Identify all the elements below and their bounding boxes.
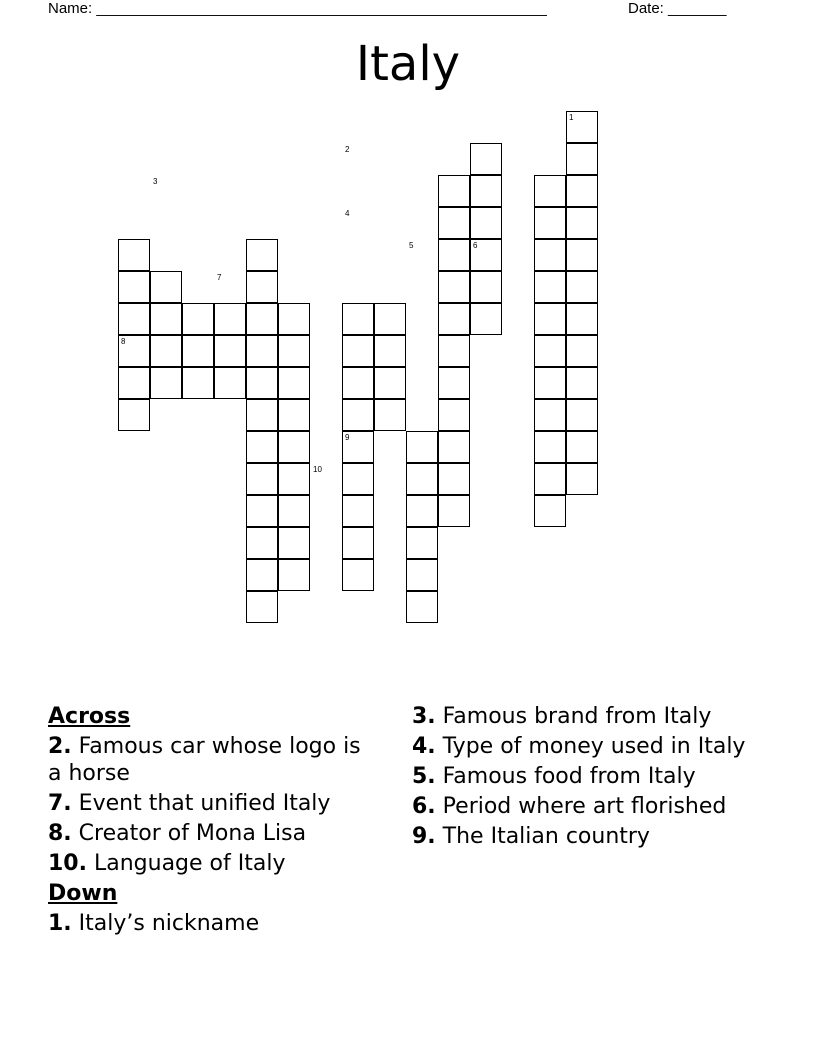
grid-cell[interactable] (182, 303, 214, 335)
down-clue (48, 910, 378, 937)
across-heading: Across (48, 704, 131, 729)
grid-cell[interactable] (342, 559, 374, 591)
grid-cell[interactable] (470, 143, 502, 175)
grid-cell[interactable] (246, 303, 278, 335)
grid-cell[interactable] (278, 335, 310, 367)
down-clue (412, 763, 752, 790)
down-clue (412, 793, 752, 820)
grid-cell[interactable] (214, 303, 246, 335)
clue-number-label: 7 (217, 273, 222, 282)
grid-cell[interactable] (438, 495, 470, 527)
grid-cell[interactable] (566, 399, 598, 431)
clue-number: 3. (412, 704, 436, 729)
clue-text: Type of money used in Italy (442, 734, 746, 759)
grid-cell[interactable] (566, 175, 598, 207)
grid-cell[interactable] (534, 239, 566, 271)
grid-cell[interactable] (246, 527, 278, 559)
grid-cell[interactable] (214, 335, 246, 367)
grid-cell[interactable] (150, 335, 182, 367)
grid-cell[interactable] (406, 527, 438, 559)
down-heading: Down (48, 881, 118, 906)
grid-cell[interactable] (566, 271, 598, 303)
clue-text: Italy’s nickname (78, 911, 260, 936)
grid-cell[interactable] (438, 271, 470, 303)
grid-cell[interactable] (534, 399, 566, 431)
grid-cell[interactable] (118, 303, 150, 335)
clue-number-label: 2 (345, 145, 350, 154)
across-clue (48, 733, 378, 787)
grid-cell[interactable] (438, 239, 470, 271)
grid-cell[interactable] (278, 367, 310, 399)
grid-cell[interactable] (182, 367, 214, 399)
grid-cell[interactable] (182, 335, 214, 367)
across-clue (48, 790, 378, 817)
grid-cell[interactable] (534, 335, 566, 367)
grid-cell[interactable] (566, 335, 598, 367)
clue-number-label: 8 (121, 337, 126, 346)
grid-cell[interactable] (470, 175, 502, 207)
grid-cell[interactable] (438, 399, 470, 431)
grid-cell[interactable] (246, 591, 278, 623)
grid-cell[interactable] (342, 463, 374, 495)
grid-cell[interactable] (438, 303, 470, 335)
grid-cell[interactable] (246, 559, 278, 591)
grid-cell[interactable] (566, 303, 598, 335)
grid-cell[interactable] (118, 399, 150, 431)
grid-cell[interactable] (406, 559, 438, 591)
grid-cell[interactable] (406, 463, 438, 495)
clue-number-label: 4 (345, 209, 350, 218)
grid-cell[interactable] (566, 207, 598, 239)
grid-cell[interactable] (246, 367, 278, 399)
grid-cell[interactable] (246, 271, 278, 303)
clue-number-label: 9 (345, 433, 350, 442)
clue-number: 2. (48, 734, 72, 759)
clue-number-label: 10 (313, 465, 322, 474)
grid-cell[interactable] (534, 431, 566, 463)
clue-number: 1. (48, 911, 72, 936)
grid-cell[interactable] (438, 335, 470, 367)
grid-cell[interactable] (534, 271, 566, 303)
grid-cell[interactable] (278, 559, 310, 591)
clue-text: Period where art florished (442, 794, 727, 819)
grid-cell[interactable] (438, 463, 470, 495)
clue-text: Famous brand from Italy (442, 704, 712, 729)
grid-cell[interactable] (534, 495, 566, 527)
grid-cell[interactable] (278, 527, 310, 559)
clue-text: Language of Italy (93, 851, 286, 876)
grid-cell[interactable] (150, 367, 182, 399)
clue-number: 7. (48, 791, 72, 816)
grid-cell[interactable] (342, 527, 374, 559)
grid-cell[interactable] (566, 463, 598, 495)
grid-cell[interactable] (470, 271, 502, 303)
page-title: Italy (355, 36, 461, 92)
grid-cell[interactable] (374, 399, 406, 431)
grid-cell[interactable] (118, 367, 150, 399)
grid-cell[interactable] (150, 271, 182, 303)
clue-number-label: 5 (409, 241, 414, 250)
grid-cell[interactable] (534, 303, 566, 335)
grid-cell[interactable] (470, 207, 502, 239)
grid-cell[interactable] (566, 143, 598, 175)
clue-text: Event that unified Italy (78, 791, 331, 816)
grid-cell[interactable] (342, 335, 374, 367)
clue-number: 8. (48, 821, 72, 846)
clue-text: Famous food from Italy (442, 764, 696, 789)
grid-cell[interactable] (406, 431, 438, 463)
clue-number-label: 6 (473, 241, 478, 250)
grid-cell[interactable] (278, 399, 310, 431)
grid-cell[interactable] (534, 175, 566, 207)
down-clue (412, 823, 752, 850)
across-clue (48, 820, 378, 847)
grid-cell[interactable] (534, 463, 566, 495)
clue-text: Famous car whose logo is a horse (48, 734, 361, 786)
date-field: Date: _______ (628, 0, 727, 17)
clues-left-column (48, 703, 378, 940)
grid-cell[interactable] (566, 239, 598, 271)
clue-number: 4. (412, 734, 436, 759)
down-clue (412, 733, 752, 760)
grid-cell[interactable] (534, 207, 566, 239)
grid-cell[interactable] (406, 591, 438, 623)
clue-number: 9. (412, 824, 436, 849)
grid-cell[interactable] (374, 303, 406, 335)
grid-cell[interactable] (342, 367, 374, 399)
grid-cell[interactable] (534, 367, 566, 399)
grid-cell[interactable] (118, 271, 150, 303)
clue-number-label: 3 (153, 177, 158, 186)
clue-number: 10. (48, 851, 87, 876)
name-field: Name: ______________________________________________________ (48, 0, 547, 17)
grid-cell[interactable] (438, 207, 470, 239)
grid-cell[interactable] (278, 303, 310, 335)
grid-cell[interactable] (118, 239, 150, 271)
clue-text: The Italian country (442, 824, 650, 849)
grid-cell[interactable] (374, 335, 406, 367)
grid-cell[interactable] (278, 463, 310, 495)
grid-cell[interactable] (278, 495, 310, 527)
grid-cell[interactable] (342, 303, 374, 335)
grid-cell[interactable] (342, 495, 374, 527)
grid-cell[interactable] (342, 399, 374, 431)
grid-cell[interactable] (566, 367, 598, 399)
grid-cell[interactable] (470, 303, 502, 335)
clue-number: 6. (412, 794, 436, 819)
clues-right-column (412, 703, 752, 853)
grid-cell[interactable] (246, 239, 278, 271)
grid-cell[interactable] (214, 367, 246, 399)
grid-cell[interactable] (246, 463, 278, 495)
grid-cell[interactable] (246, 399, 278, 431)
grid-cell[interactable] (438, 431, 470, 463)
grid-cell[interactable] (246, 335, 278, 367)
grid-cell[interactable] (150, 303, 182, 335)
grid-cell[interactable] (438, 175, 470, 207)
clue-text: Creator of Mona Lisa (78, 821, 307, 846)
grid-cell[interactable] (406, 495, 438, 527)
down-clue (412, 703, 752, 730)
grid-cell[interactable] (374, 367, 406, 399)
clue-number: 5. (412, 764, 436, 789)
across-clue (48, 850, 378, 877)
clue-number-label: 1 (569, 113, 574, 122)
grid-cell[interactable] (278, 431, 310, 463)
grid-cell[interactable] (438, 367, 470, 399)
grid-cell[interactable] (566, 431, 598, 463)
grid-cell[interactable] (246, 431, 278, 463)
grid-cell[interactable] (246, 495, 278, 527)
